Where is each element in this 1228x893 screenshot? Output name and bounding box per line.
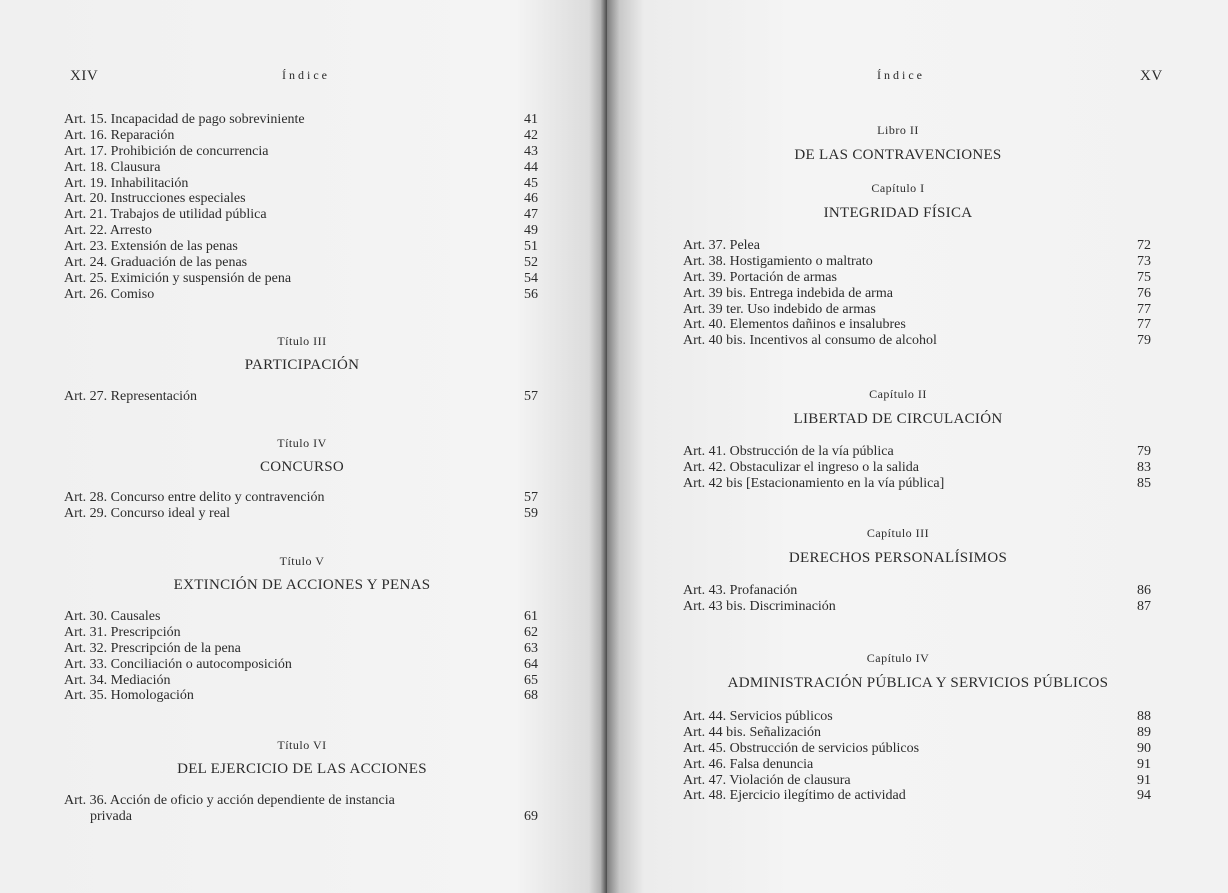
toc-leader-dots — [176, 673, 490, 689]
toc-page-number: 90 — [1137, 740, 1151, 756]
toc-page-number: 94 — [1137, 788, 1151, 804]
toc-entry-label: Art. 44. Servicios públicos — [683, 709, 833, 724]
toc-entry-label: Art. 39 ter. Uso indebido de armas — [683, 301, 876, 317]
toc-row — [64, 112, 540, 128]
art-36-dots — [148, 809, 490, 825]
toc-entry-label: Art. 22. Arresto — [64, 223, 152, 239]
titulo-6-label: Título VI — [277, 738, 327, 752]
right-page — [607, 0, 1228, 893]
toc-row — [683, 788, 1153, 804]
capitulo-4-title: ADMINISTRACIÓN PÚBLICA Y SERVICIOS PÚBLICOS — [727, 675, 1109, 691]
toc-page-number: 56 — [524, 286, 538, 302]
toc-page-number: 89 — [1137, 724, 1151, 740]
toc-leader-dots — [329, 490, 490, 506]
toc-page-number: 79 — [1137, 444, 1151, 459]
toc-entry-label: Art. 44 bis. Señalización — [683, 724, 822, 740]
toc-row — [64, 287, 540, 303]
toc-page-number: 85 — [1137, 475, 1151, 491]
toc-row — [683, 254, 1153, 270]
titulo-3-title: PARTICIPACIÓN — [244, 357, 360, 373]
toc-row — [64, 255, 540, 271]
art-36-entry — [64, 793, 540, 825]
toc-page-number: 41 — [524, 112, 538, 127]
toc-leader-dots — [165, 609, 490, 625]
toc-leader-dots — [818, 757, 1103, 773]
toc-entry-label: Art. 40 bis. Incentivos al consumo de alcohol — [683, 333, 937, 349]
capitulo-1-label: Capítulo I — [871, 181, 925, 195]
capitulo-4-label: Capítulo IV — [866, 651, 930, 665]
titulo-3-label: Título III — [277, 334, 327, 348]
toc-leader-dots — [899, 444, 1103, 460]
toc-leader-dots — [856, 773, 1103, 789]
toc-page-number: 68 — [524, 688, 538, 704]
toc-page-number: 64 — [524, 656, 538, 672]
toc-entry-label: Art. 39. Portación de armas — [683, 269, 837, 285]
toc-row — [64, 609, 540, 625]
toc-page-number: 52 — [524, 255, 538, 271]
toc-page-number: 73 — [1137, 253, 1151, 269]
toc-entry-label: Art. 45. Obstrucción de servicios públicos — [683, 740, 920, 756]
toc-entry-label: Art. 42 bis [Estacionamiento en la vía pública] — [683, 475, 945, 491]
toc-row — [683, 709, 1153, 725]
toc-leader-dots — [202, 389, 490, 405]
toc-row — [64, 490, 540, 506]
toc-leader-dots — [157, 223, 490, 239]
toc-page-number: 83 — [1137, 459, 1151, 475]
left-folio: XIV — [70, 68, 99, 84]
toc-page-number: 91 — [1137, 756, 1151, 772]
toc-entry-label: Art. 18. Clausura — [64, 159, 161, 175]
toc-page-number: 63 — [524, 640, 538, 656]
toc-entry-label: Art. 25. Eximición y suspensión de pena — [64, 270, 292, 286]
toc-entry-label: Art. 21. Trabajos de utilidad pública — [64, 207, 267, 223]
toc-leader-dots — [251, 191, 490, 207]
art-36-line2: privada — [90, 809, 132, 824]
toc-leader-dots — [898, 286, 1103, 302]
toc-entry-label: Art. 23. Extensión de las penas — [64, 239, 238, 255]
toc-leader-dots — [235, 506, 490, 522]
toc-row — [683, 286, 1153, 302]
toc-page-number: 62 — [524, 624, 538, 640]
toc-leader-dots — [942, 333, 1103, 349]
toc-entry-label: Art. 42. Obstaculizar el ingreso o la salida — [683, 459, 919, 475]
left-running-head: Índice — [282, 68, 330, 82]
toc-leader-dots — [274, 144, 490, 160]
toc-row — [683, 599, 1153, 615]
toc-row — [64, 688, 540, 704]
toc-leader-dots — [878, 254, 1103, 270]
toc-page-number: 86 — [1137, 583, 1151, 598]
toc-block-left-d — [64, 609, 540, 704]
toc-entry-label: Art. 37. Pelea — [683, 238, 760, 253]
toc-entry-label: Art. 19. Inhabilitación — [64, 175, 189, 191]
toc-page-number: 91 — [1137, 772, 1151, 788]
toc-page-number: 57 — [524, 389, 538, 404]
toc-row — [64, 176, 540, 192]
toc-leader-dots — [949, 476, 1103, 492]
toc-row — [64, 506, 540, 522]
titulo-6-title: DEL EJERCICIO DE LAS ACCIONES — [177, 761, 427, 777]
toc-leader-dots — [924, 460, 1103, 476]
titulo-4-label: Título IV — [277, 436, 327, 450]
toc-page-number: 75 — [1137, 269, 1151, 285]
toc-row — [64, 657, 540, 673]
toc-row — [64, 144, 540, 160]
toc-row — [683, 725, 1153, 741]
toc-block-left-a — [64, 112, 540, 303]
toc-block-left-b — [64, 389, 540, 405]
capitulo-3-title: DERECHOS PERSONALÍSIMOS — [788, 550, 1008, 566]
toc-entry-label: Art. 17. Prohibición de concurrencia — [64, 143, 269, 159]
titulo-4-title: CONCURSO — [259, 459, 345, 475]
toc-block-right-c — [683, 583, 1153, 615]
toc-leader-dots — [310, 112, 490, 128]
toc-entry-label: Art. 27. Representación — [64, 389, 197, 404]
art-36-page: 69 — [524, 809, 538, 824]
left-page — [0, 0, 607, 893]
toc-page-number: 57 — [524, 490, 538, 505]
toc-entry-label: Art. 16. Reparación — [64, 127, 175, 143]
toc-entry-label: Art. 26. Comiso — [64, 286, 155, 302]
toc-leader-dots — [165, 160, 490, 176]
toc-page-number: 87 — [1137, 598, 1151, 614]
toc-leader-dots — [252, 255, 490, 271]
toc-row — [683, 773, 1153, 789]
toc-page-number: 46 — [524, 191, 538, 207]
toc-page-number: 65 — [524, 672, 538, 688]
toc-entry-label: Art. 24. Graduación de las penas — [64, 255, 248, 271]
capitulo-2-label: Capítulo II — [869, 387, 927, 401]
toc-row — [64, 239, 540, 255]
toc-leader-dots — [296, 271, 490, 287]
toc-leader-dots — [186, 625, 490, 641]
right-running-head: Índice — [877, 68, 925, 82]
toc-page-number: 43 — [524, 143, 538, 159]
libro-2-label: Libro II — [877, 123, 919, 137]
toc-entry-label: Art. 46. Falsa denuncia — [683, 756, 814, 772]
toc-leader-dots — [802, 583, 1103, 599]
toc-leader-dots — [911, 317, 1103, 333]
toc-leader-dots — [911, 788, 1103, 804]
toc-row — [64, 389, 540, 405]
toc-row — [683, 238, 1153, 254]
toc-entry-label: Art. 47. Violación de clausura — [683, 772, 851, 788]
toc-entry-label: Art. 41. Obstrucción de la vía pública — [683, 444, 894, 459]
titulo-5-title: EXTINCIÓN DE ACCIONES Y PENAS — [173, 577, 431, 593]
toc-page-number: 79 — [1137, 333, 1151, 349]
toc-entry-label: Art. 30. Causales — [64, 609, 161, 624]
toc-leader-dots — [179, 128, 490, 144]
toc-row — [683, 741, 1153, 757]
toc-entry-label: Art. 43 bis. Discriminación — [683, 598, 836, 614]
toc-entry-label: Art. 29. Concurso ideal y real — [64, 505, 231, 521]
toc-row — [683, 757, 1153, 773]
toc-entry-label: Art. 28. Concurso entre delito y contravención — [64, 490, 325, 505]
toc-leader-dots — [159, 287, 490, 303]
capitulo-3-label: Capítulo III — [866, 526, 930, 540]
toc-entry-label: Art. 20. Instrucciones especiales — [64, 191, 246, 207]
toc-leader-dots — [924, 741, 1103, 757]
toc-page-number: 49 — [524, 223, 538, 239]
toc-leader-dots — [246, 641, 490, 657]
capitulo-2-title: LIBERTAD DE CIRCULACIÓN — [793, 411, 1003, 427]
art-36-line1: Art. 36. Acción de oficio y acción dependiente de instancia — [64, 793, 395, 808]
toc-row — [64, 160, 540, 176]
toc-leader-dots — [765, 238, 1103, 254]
toc-leader-dots — [297, 657, 490, 673]
toc-page-number: 77 — [1137, 301, 1151, 317]
toc-entry-label: Art. 33. Conciliación o autocomposición — [64, 656, 292, 672]
toc-row — [683, 444, 1153, 460]
toc-row — [64, 673, 540, 689]
toc-leader-dots — [838, 709, 1103, 725]
toc-leader-dots — [199, 688, 490, 704]
toc-row — [683, 583, 1153, 599]
toc-leader-dots — [881, 302, 1103, 318]
toc-row — [683, 317, 1153, 333]
toc-entry-label: Art. 48. Ejercicio ilegítimo de actividad — [683, 788, 906, 804]
toc-entry-label: Art. 40. Elementos dañinos e insalubres — [683, 317, 906, 333]
toc-page-number: 77 — [1137, 317, 1151, 333]
toc-block-right-a — [683, 238, 1153, 349]
toc-entry-label: Art. 39 bis. Entrega indebida de arma — [683, 285, 893, 301]
toc-block-right-b — [683, 444, 1153, 492]
toc-leader-dots — [842, 270, 1103, 286]
toc-entry-label: Art. 34. Mediación — [64, 672, 171, 688]
toc-leader-dots — [243, 239, 490, 255]
toc-row — [64, 128, 540, 144]
toc-row — [64, 641, 540, 657]
toc-page-number: 42 — [524, 127, 538, 143]
toc-row — [683, 476, 1153, 492]
toc-block-right-d — [683, 709, 1153, 804]
toc-row — [64, 191, 540, 207]
toc-entry-label: Art. 38. Hostigamiento o maltrato — [683, 253, 873, 269]
toc-row — [64, 223, 540, 239]
toc-row — [683, 333, 1153, 349]
toc-page-number: 61 — [524, 609, 538, 624]
toc-row — [64, 625, 540, 641]
toc-leader-dots — [193, 176, 490, 192]
toc-page-number: 72 — [1137, 238, 1151, 253]
toc-row — [683, 270, 1153, 286]
toc-row — [683, 460, 1153, 476]
toc-entry-label: Art. 32. Prescripción de la pena — [64, 640, 241, 656]
right-folio: XV — [1140, 68, 1163, 84]
toc-row — [64, 207, 540, 223]
toc-leader-dots — [272, 207, 490, 223]
toc-leader-dots — [841, 599, 1103, 615]
toc-page-number: 54 — [524, 270, 538, 286]
toc-page-number: 47 — [524, 207, 538, 223]
toc-entry-label: Art. 15. Incapacidad de pago sobreviniente — [64, 112, 305, 127]
toc-entry-label: Art. 35. Homologación — [64, 688, 194, 704]
toc-page-number: 88 — [1137, 709, 1151, 724]
toc-entry-label: Art. 31. Prescripción — [64, 624, 181, 640]
toc-entry-label: Art. 43. Profanación — [683, 583, 798, 598]
toc-page-number: 59 — [524, 505, 538, 521]
toc-page-number: 76 — [1137, 285, 1151, 301]
toc-row — [683, 302, 1153, 318]
toc-block-left-c — [64, 490, 540, 522]
capitulo-1-title: INTEGRIDAD FÍSICA — [823, 205, 973, 221]
toc-leader-dots — [826, 725, 1103, 741]
toc-row — [64, 271, 540, 287]
toc-page-number: 45 — [524, 175, 538, 191]
toc-page-number: 44 — [524, 159, 538, 175]
toc-page-number: 51 — [524, 239, 538, 255]
libro-2-title: DE LAS CONTRAVENCIONES — [794, 147, 1002, 163]
titulo-5-label: Título V — [279, 554, 325, 568]
